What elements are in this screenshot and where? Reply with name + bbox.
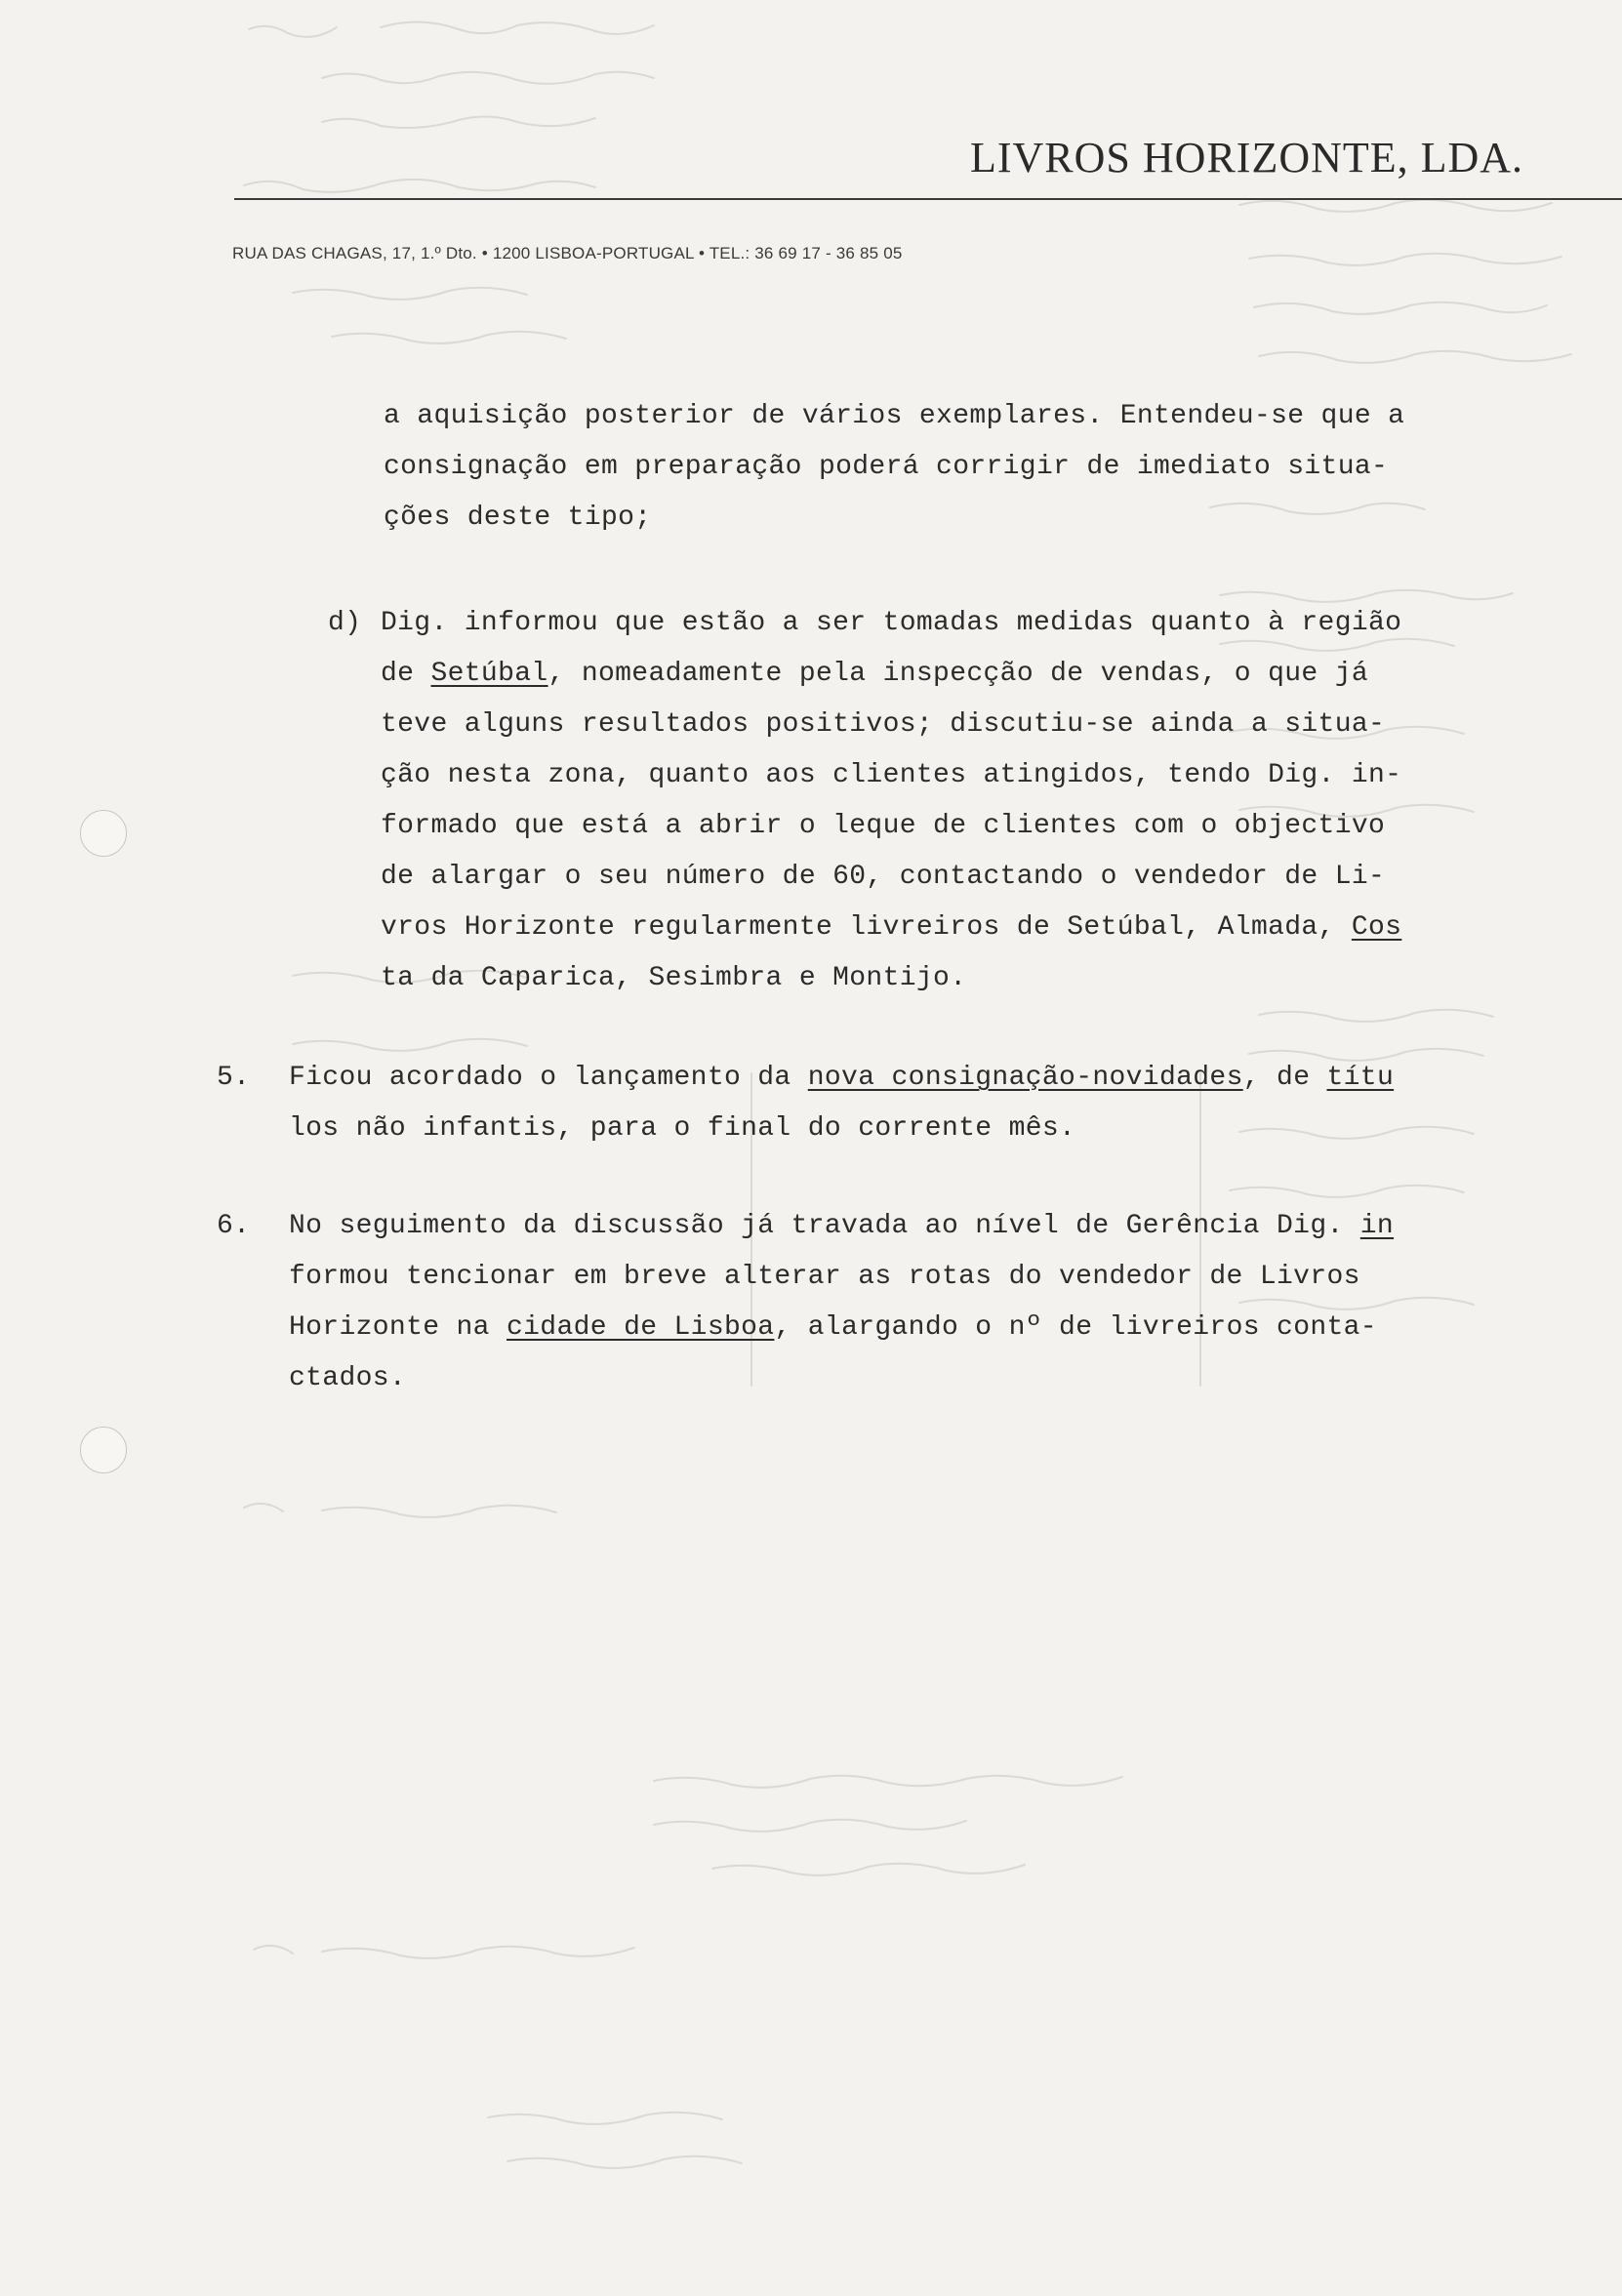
text-run: No seguimento da discussão já travada ao nível de Gerência Dig. [289, 1211, 1360, 1241]
body-line: a aquisição posterior de vários exemplares. Entendeu-se que a [384, 401, 1405, 431]
underlined-text: títu [1326, 1063, 1395, 1093]
text-run: Horizonte na [289, 1312, 507, 1343]
text-run: , alargando o nº de livreiros conta- [774, 1312, 1377, 1343]
body-line: de alargar o seu número de 60, contactando o vendedor de Li- [381, 862, 1386, 892]
list-number-5: 5. [217, 1063, 251, 1093]
text-run: Ficou acordado o lançamento da [289, 1063, 808, 1093]
body-line: ta da Caparica, Sesimbra e Montijo. [381, 963, 967, 993]
body-line: teve alguns resultados positivos; discutiu-se ainda a situa- [381, 709, 1386, 740]
body-line: consignação em preparação poderá corrigir de imediato situa- [384, 452, 1389, 482]
text-run: vros Horizonte regularmente livreiros de Setúbal, Almada, [381, 912, 1352, 943]
body-line: Dig. informou que estão a ser tomadas medidas quanto à região [381, 608, 1402, 638]
body-line [289, 1311, 1377, 1345]
company-address: RUA DAS CHAGAS, 17, 1.º Dto. • 1200 LISBOA-PORTUGAL • TEL.: 36 69 17 - 36 85 05 [232, 244, 903, 262]
body-line [289, 1062, 1394, 1095]
underlined-text: nova consignação-novidades [807, 1063, 1243, 1093]
underlined-text: in [1359, 1211, 1395, 1241]
body-line: ções deste tipo; [384, 503, 652, 533]
underlined-text: cidade de Lisboa [507, 1312, 775, 1343]
body-line [381, 658, 1368, 691]
company-name: LIVROS HORIZONTE, LDA. [970, 134, 1524, 181]
list-number-6: 6. [217, 1211, 251, 1241]
underlined-text: Cos [1351, 912, 1402, 943]
body-line: los não infantis, para o final do corrente mês. [289, 1113, 1076, 1144]
text-run: , de [1242, 1063, 1327, 1093]
underlined-text: Setúbal [430, 659, 548, 689]
body-line: ctados. [289, 1363, 407, 1393]
body-line: ção nesta zona, quanto aos clientes atingidos, tendo Dig. in- [381, 760, 1402, 790]
body-line: formou tencionar em breve alterar as rotas do vendedor de Livros [289, 1262, 1360, 1292]
body-line: formado que está a abrir o leque de clientes com o objectivo [381, 811, 1386, 841]
body-line [289, 1210, 1394, 1243]
list-marker-d: d) [328, 608, 362, 638]
text-run: de [381, 659, 431, 689]
text-run: , nomeadamente pela inspecção de vendas, o que já [547, 659, 1369, 689]
body-line [381, 911, 1401, 945]
